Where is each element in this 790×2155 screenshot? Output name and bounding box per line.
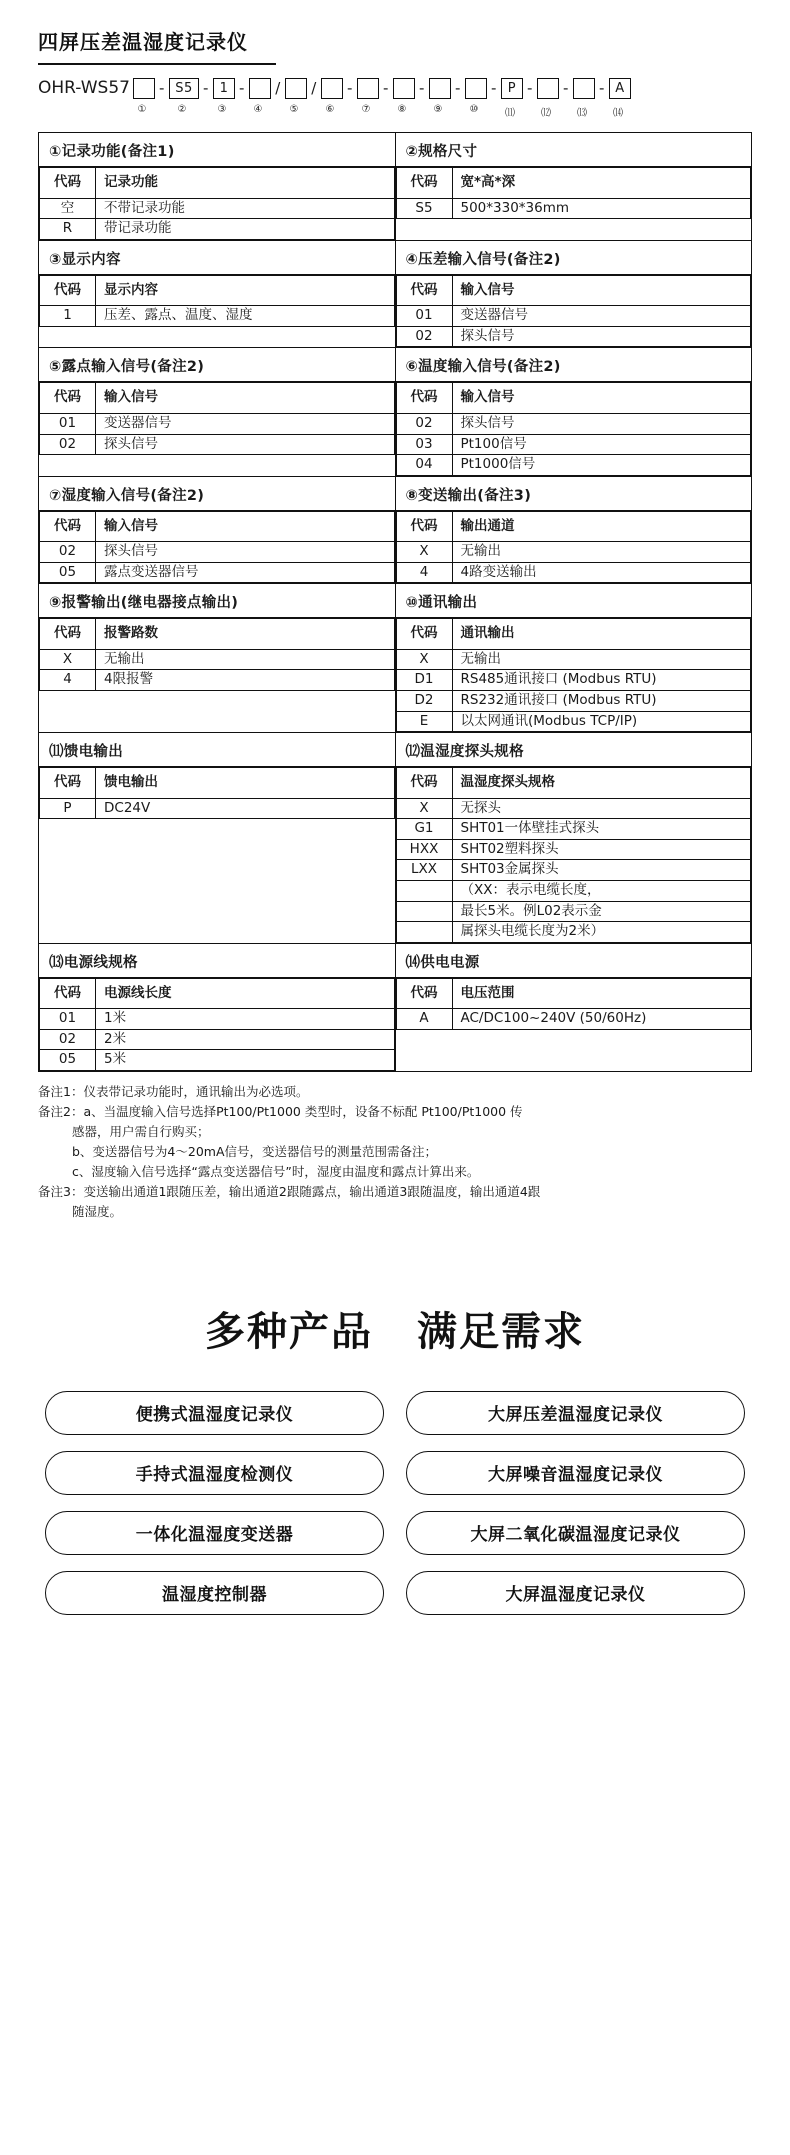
column-header-code: 代码: [40, 978, 96, 1009]
spec-option-row: [396, 455, 751, 476]
model-separator: /: [275, 79, 281, 97]
spec-section-table: [396, 618, 752, 732]
option-desc: 探头信号: [452, 326, 751, 347]
notes-block: [0, 1072, 790, 1222]
spec-section-heading: ③显示内容: [39, 241, 395, 275]
option-desc: 无输出: [96, 649, 395, 670]
model-slot-index-5: ⑤: [289, 104, 299, 115]
spec-cell: [395, 476, 752, 584]
column-header-code: 代码: [396, 168, 452, 199]
model-separator: -: [491, 79, 497, 97]
model-slot-4: [249, 78, 271, 99]
spec-section-table: [396, 511, 752, 584]
model-slot-13: [573, 78, 595, 99]
column-header-desc: 电压范围: [452, 978, 751, 1009]
option-code: 02: [396, 413, 452, 434]
option-code: S5: [396, 198, 452, 219]
spec-option-row: [396, 306, 751, 327]
column-header-desc: 电源线长度: [96, 978, 395, 1009]
option-code: LXX: [396, 860, 452, 881]
spec-option-row: [396, 860, 751, 881]
option-desc: RS485通讯接口 (Modbus RTU): [452, 670, 751, 691]
spec-section-heading: ④压差输入信号(备注2): [396, 241, 752, 275]
title-block: [0, 0, 790, 65]
spec-section-table: [39, 618, 395, 691]
spec-option-row: [396, 542, 751, 563]
spec-option-row: [40, 413, 395, 434]
promo-item-8[interactable]: 大屏温湿度记录仪: [406, 1571, 745, 1615]
column-header-code: 代码: [396, 978, 452, 1009]
option-code: A: [396, 1009, 452, 1030]
option-desc: 无输出: [452, 542, 751, 563]
model-slot-10: [465, 78, 487, 99]
option-desc: 4路变送输出: [452, 562, 751, 583]
option-desc: 500*330*36mm: [452, 198, 751, 219]
spec-section-table: [396, 382, 752, 475]
spec-option-row: [396, 649, 751, 670]
model-slot-index-9: ⑨: [433, 104, 443, 115]
model-slot-index-13: ⒀: [576, 108, 587, 119]
option-code: D1: [396, 670, 452, 691]
option-code: X: [396, 542, 452, 563]
column-header-code: 代码: [396, 383, 452, 414]
option-code: [396, 922, 452, 943]
spec-option-row: [396, 901, 751, 922]
spec-section-header-row: [396, 978, 751, 1009]
model-separator: /: [311, 79, 317, 97]
option-code: 空: [40, 198, 96, 219]
spec-cell: [395, 733, 752, 944]
model-slot-11: P: [501, 78, 523, 99]
spec-section-table: [39, 275, 395, 327]
option-code: HXX: [396, 839, 452, 860]
spec-section-table: [396, 767, 752, 943]
spec-table: [38, 132, 752, 1072]
model-slot-index-11: ⑾: [504, 108, 515, 119]
spec-option-row: [396, 819, 751, 840]
column-header-code: 代码: [40, 619, 96, 650]
spec-section-heading: ⑥温度输入信号(备注2): [396, 348, 752, 382]
model-separator: -: [563, 79, 569, 97]
option-code: 02: [396, 326, 452, 347]
spec-option-row: [396, 880, 751, 901]
model-slot-index-8: ⑧: [397, 104, 407, 115]
spec-section-header-row: [40, 978, 395, 1009]
option-code: 1: [40, 306, 96, 327]
note-line-4: b、变送器信号为4～20mA信号，变送器信号的测量范围需备注；: [72, 1143, 438, 1159]
promo-heading-left: 多种产品: [205, 1308, 373, 1355]
page-title: 四屏压差温湿度记录仪: [38, 30, 248, 54]
option-code: 05: [40, 562, 96, 583]
column-header-desc: 输入信号: [452, 275, 751, 306]
spec-option-row: [396, 326, 751, 347]
model-slot-index-1: ①: [137, 104, 147, 115]
spec-section-heading: ⑧变送输出(备注3): [396, 477, 752, 511]
spec-option-row: [40, 670, 395, 691]
spec-option-row: [396, 413, 751, 434]
spec-option-row: [40, 649, 395, 670]
spec-option-row: [40, 1029, 395, 1050]
option-desc: 4限报警: [96, 670, 395, 691]
column-header-desc: 输入信号: [452, 383, 751, 414]
promo-item-6[interactable]: 大屏二氧化碳温湿度记录仪: [406, 1511, 745, 1555]
model-slot-index-6: ⑥: [325, 104, 335, 115]
model-slot-7: [357, 78, 379, 99]
spec-option-row: [396, 670, 751, 691]
spec-section-heading: ⑾馈电输出: [39, 733, 395, 767]
note-line-3: 感器，用户需自行购买；: [72, 1123, 210, 1139]
column-header-code: 代码: [40, 511, 96, 542]
spec-section-heading: ⒀电源线规格: [39, 944, 395, 978]
option-code: 01: [40, 413, 96, 434]
option-desc: SHT01一体壁挂式探头: [452, 819, 751, 840]
spec-section-heading: ⑤露点输入信号(备注2): [39, 348, 395, 382]
promo-section: [0, 1300, 790, 1615]
model-prefix: OHR-WS57: [38, 78, 130, 98]
note-line-2: 备注2：a、当温度输入信号选择Pt100/Pt1000 类型时，设备不标配 Pt100/Pt1000 传: [38, 1103, 523, 1119]
model-separator: -: [239, 79, 245, 97]
spec-option-row: [396, 198, 751, 219]
option-desc: 不带记录功能: [96, 198, 395, 219]
option-desc: 属探头电缆长度为2米）: [452, 922, 751, 943]
option-desc: 无输出: [452, 649, 751, 670]
option-code: 02: [40, 1029, 96, 1050]
option-code: X: [396, 798, 452, 819]
column-header-desc: 通讯输出: [452, 619, 751, 650]
spec-section-header-row: [40, 619, 395, 650]
spec-option-row: [40, 219, 395, 240]
model-slot-2: S5: [169, 78, 199, 99]
model-slot-index-7: ⑦: [361, 104, 371, 115]
spec-table-row: [39, 476, 752, 584]
spec-table-row: [39, 348, 752, 476]
model-slot-5: [285, 78, 307, 99]
spec-section-header-row: [40, 511, 395, 542]
column-header-desc: 输入信号: [96, 511, 395, 542]
spec-option-row: [396, 562, 751, 583]
spec-section-table: [396, 275, 752, 348]
option-code: D2: [396, 691, 452, 712]
spec-option-row: [396, 434, 751, 455]
column-header-desc: 馈电输出: [96, 768, 395, 799]
spec-section-table: [39, 767, 395, 819]
spec-option-row: [40, 434, 395, 455]
column-header-code: 代码: [40, 275, 96, 306]
spec-option-row: [40, 1009, 395, 1030]
model-separator: -: [455, 79, 461, 97]
option-desc: 压差、露点、温度、湿度: [96, 306, 395, 327]
spec-section-heading: ⒁供电电源: [396, 944, 752, 978]
spec-option-row: [396, 922, 751, 943]
column-header-code: 代码: [40, 768, 96, 799]
spec-section-header-row: [40, 768, 395, 799]
promo-item-grid: [45, 1391, 745, 1615]
spec-section-header-row: [396, 275, 751, 306]
option-desc: 无探头: [452, 798, 751, 819]
spec-section-header-row: [40, 168, 395, 199]
spec-section-header-row: [40, 383, 395, 414]
option-code: 01: [396, 306, 452, 327]
model-slot-8: [393, 78, 415, 99]
spec-option-row: [396, 839, 751, 860]
spec-cell: [395, 943, 752, 1071]
note-line-6: 备注3：变送输出通道1跟随压差，输出通道2跟随露点，输出通道3跟随温度，输出通道4跟: [38, 1183, 541, 1199]
column-header-desc: 显示内容: [96, 275, 395, 306]
model-slot-9: [429, 78, 451, 99]
spec-table-row: [39, 733, 752, 944]
model-slot-12: [537, 78, 559, 99]
column-header-desc: 记录功能: [96, 168, 395, 199]
model-slot-index-10: ⑩: [469, 104, 479, 115]
model-slot-index-12: ⑿: [540, 108, 551, 119]
option-code: 4: [396, 562, 452, 583]
option-desc: 1米: [96, 1009, 395, 1030]
option-code: 05: [40, 1050, 96, 1071]
option-desc: 以太网通讯(Modbus TCP/IP): [452, 711, 751, 732]
spec-section-header-row: [396, 168, 751, 199]
spec-option-row: [40, 542, 395, 563]
spec-cell: [39, 348, 396, 476]
column-header-code: 代码: [40, 383, 96, 414]
spec-section-header-row: [396, 511, 751, 542]
column-header-desc: 报警路数: [96, 619, 395, 650]
spec-option-row: [396, 1009, 751, 1030]
spec-table-row: [39, 133, 752, 241]
spec-cell: [395, 133, 752, 241]
option-code: P: [40, 798, 96, 819]
option-code: X: [396, 649, 452, 670]
option-desc: DC24V: [96, 798, 395, 819]
spec-section-table: [39, 511, 395, 584]
spec-table-row: [39, 240, 752, 348]
model-slot-6: [321, 78, 343, 99]
model-slot-1: [133, 78, 155, 99]
option-code: 03: [396, 434, 452, 455]
model-slot-index-4: ④: [253, 104, 263, 115]
spec-cell: [395, 240, 752, 348]
option-desc: 探头信号: [452, 413, 751, 434]
option-code: 01: [40, 1009, 96, 1030]
model-code-block: [0, 65, 790, 120]
option-code: [396, 901, 452, 922]
spec-section-heading: ⑦湿度输入信号(备注2): [39, 477, 395, 511]
spec-table-wrap: [0, 120, 790, 1072]
option-desc: SHT02塑料探头: [452, 839, 751, 860]
spec-section-heading: ②规格尺寸: [396, 133, 752, 167]
option-code: E: [396, 711, 452, 732]
option-desc: 2米: [96, 1029, 395, 1050]
spec-section-header-row: [396, 383, 751, 414]
spec-section-heading: ⑩通讯输出: [396, 584, 752, 618]
promo-heading-right: 满足需求: [417, 1308, 585, 1355]
spec-section-header-row: [40, 275, 395, 306]
option-code: [396, 880, 452, 901]
option-code: 02: [40, 434, 96, 455]
spec-cell: [395, 584, 752, 733]
spec-table-row: [39, 584, 752, 733]
spec-cell: [39, 476, 396, 584]
column-header-desc: 宽*高*深: [452, 168, 751, 199]
option-code: 4: [40, 670, 96, 691]
promo-item-1[interactable]: 便携式温湿度记录仪: [45, 1391, 384, 1435]
option-desc: Pt1000信号: [452, 455, 751, 476]
spec-option-row: [40, 798, 395, 819]
spec-option-row: [40, 562, 395, 583]
option-desc: 探头信号: [96, 542, 395, 563]
column-header-desc: 输入信号: [96, 383, 395, 414]
spec-option-row: [40, 1050, 395, 1071]
spec-section-heading: ①记录功能(备注1): [39, 133, 395, 167]
spec-table-row: [39, 943, 752, 1071]
model-slot-index-3: ③: [217, 104, 227, 115]
bottom-spacer: [0, 1615, 790, 1655]
model-separator: -: [159, 79, 165, 97]
note-line-7: 随湿度。: [72, 1203, 123, 1219]
note-line-5: c、湿度输入信号选择“露点变送器信号”时，湿度由温度和露点计算出来。: [72, 1163, 480, 1179]
spec-section-heading: ⑨报警输出(继电器接点输出): [39, 584, 395, 618]
spec-section-table: [396, 167, 752, 219]
model-slot-index-14: ⒁: [612, 108, 623, 119]
option-code: X: [40, 649, 96, 670]
option-desc: 露点变送器信号: [96, 562, 395, 583]
option-desc: 变送器信号: [452, 306, 751, 327]
spec-option-row: [396, 711, 751, 732]
model-code-index-row: [38, 104, 790, 120]
option-desc: 变送器信号: [96, 413, 395, 434]
option-desc: AC/DC100~240V (50/60Hz): [452, 1009, 751, 1030]
spec-section-header-row: [396, 619, 751, 650]
spec-section-table: [396, 978, 752, 1030]
model-slot-3: 1: [213, 78, 235, 99]
spec-option-row: [396, 691, 751, 712]
spec-cell: [395, 348, 752, 476]
note-line-1: 备注1：仪表带记录功能时，通讯输出为必选项。: [38, 1083, 309, 1099]
option-desc: 探头信号: [96, 434, 395, 455]
option-desc: Pt100信号: [452, 434, 751, 455]
promo-item-5[interactable]: 一体化温湿度变送器: [45, 1511, 384, 1555]
spec-cell: [39, 240, 396, 348]
promo-item-4[interactable]: 大屏噪音温湿度记录仪: [406, 1451, 745, 1495]
spec-section-table: [39, 382, 395, 455]
model-slot-index-2: ②: [177, 104, 187, 115]
spec-cell: [39, 584, 396, 733]
model-separator: -: [527, 79, 533, 97]
spec-option-row: [40, 306, 395, 327]
promo-heading: [0, 1300, 790, 1357]
option-desc: 带记录功能: [96, 219, 395, 240]
spec-cell: [39, 133, 396, 241]
model-separator: -: [599, 79, 605, 97]
option-desc: 5米: [96, 1050, 395, 1071]
promo-item-2[interactable]: 大屏压差温湿度记录仪: [406, 1391, 745, 1435]
option-desc: SHT03金属探头: [452, 860, 751, 881]
promo-item-7[interactable]: 温湿度控制器: [45, 1571, 384, 1615]
column-header-code: 代码: [396, 768, 452, 799]
model-separator: -: [347, 79, 353, 97]
option-desc: RS232通讯接口 (Modbus RTU): [452, 691, 751, 712]
spec-option-row: [40, 198, 395, 219]
spec-section-heading: ⑿温湿度探头规格: [396, 733, 752, 767]
spec-section-table: [39, 167, 395, 240]
spec-option-row: [396, 798, 751, 819]
column-header-desc: 输出通道: [452, 511, 751, 542]
model-slot-14: A: [609, 78, 631, 99]
spec-section-table: [39, 978, 395, 1071]
spec-cell: [39, 943, 396, 1071]
option-code: G1: [396, 819, 452, 840]
column-header-code: 代码: [40, 168, 96, 199]
model-separator: -: [383, 79, 389, 97]
model-separator: -: [419, 79, 425, 97]
spec-cell: [39, 733, 396, 944]
column-header-desc: 温湿度探头规格: [452, 768, 751, 799]
model-code-line: [38, 75, 790, 101]
promo-item-3[interactable]: 手持式温湿度检测仪: [45, 1451, 384, 1495]
model-separator: -: [203, 79, 209, 97]
option-code: 04: [396, 455, 452, 476]
option-code: R: [40, 219, 96, 240]
option-code: 02: [40, 542, 96, 563]
column-header-code: 代码: [396, 275, 452, 306]
option-desc: 最长5米。例L02表示金: [452, 901, 751, 922]
column-header-code: 代码: [396, 511, 452, 542]
option-desc: （XX：表示电缆长度，: [452, 880, 751, 901]
column-header-code: 代码: [396, 619, 452, 650]
spec-section-header-row: [396, 768, 751, 799]
